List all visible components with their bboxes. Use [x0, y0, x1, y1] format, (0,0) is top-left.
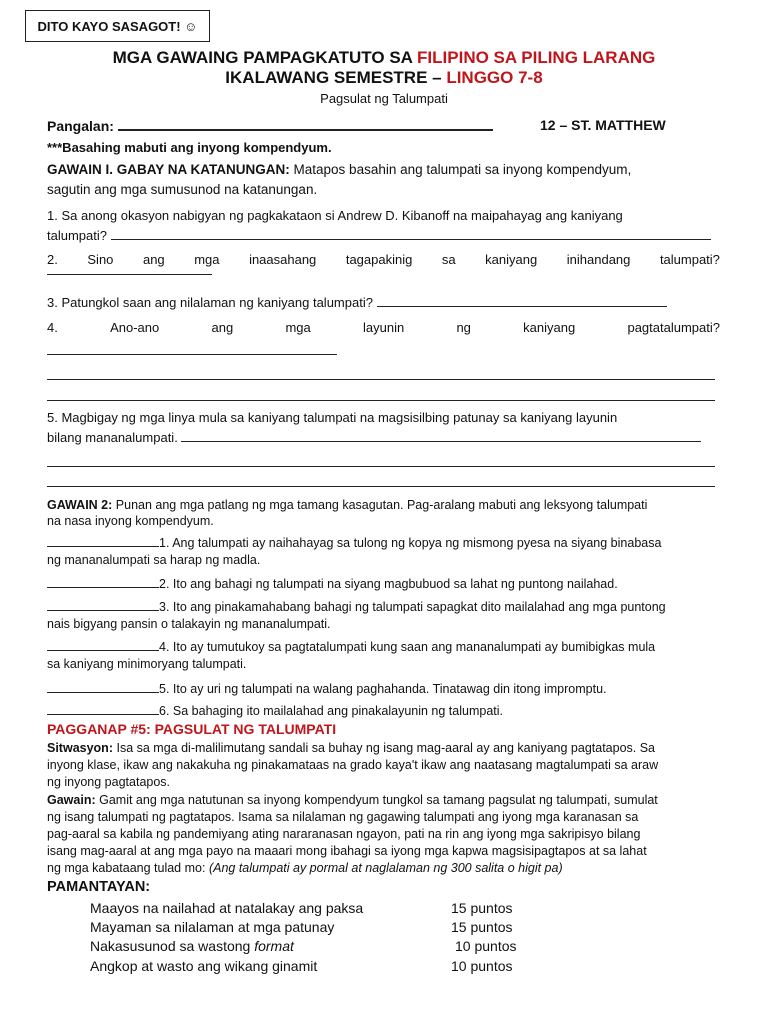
answer-blank[interactable] — [47, 486, 715, 487]
question-word: layunin — [363, 320, 405, 335]
question-word: 2. — [47, 252, 58, 267]
fill-item-1 — [47, 534, 722, 568]
instruction: ***Basahing mabuti ang inyong kompendyum. — [47, 140, 332, 155]
question-3-text: 3. Patungkol saan ang nilalaman ng kaniyang talumpati? — [47, 295, 373, 310]
criterion-1: Maayos na nailahad at natalakay ang paksa — [90, 900, 364, 916]
sitwasyon-3: ng inyong pagtatapos. — [47, 775, 171, 789]
gawain1-intro — [47, 160, 720, 179]
criterion-4-points: 10 puntos — [451, 958, 513, 974]
criterion-3 — [90, 938, 294, 954]
gawain-task-1 — [47, 792, 722, 809]
fill-item-text: 4. Ito ay tumutukoy sa pagtatalumpati kung saan ang mananalumpati ay bumibigkas mula — [159, 640, 656, 654]
question-word: tagapakinig — [345, 252, 413, 267]
gawain-task-5 — [47, 860, 722, 877]
answer-blank[interactable] — [111, 227, 711, 240]
answer-blank[interactable] — [47, 466, 715, 467]
gawain-task-label: Gawain: — [47, 793, 96, 807]
sitwasyon-1 — [47, 740, 722, 757]
question-word: kaniyang — [485, 252, 538, 267]
question-1a: 1. Sa anong okasyon nabigyan ng pagkakataon si Andrew D. Kibanoff na maipahayag ang kaniyang — [47, 208, 623, 223]
question-5a: 5. Magbigay ng mga linya mula sa kaniyang talumpati na magsisilbing patunay sa kaniyang layunin — [47, 410, 618, 425]
question-word: talumpati? — [659, 252, 720, 267]
fill-item-3 — [47, 598, 722, 632]
question-word: pagtatalumpati? — [627, 320, 720, 335]
question-4 — [47, 318, 720, 337]
gawain2-intro-a: Punan ang mga patlang ng mga tamang kasagutan. Pag-aralang mabuti ang leksyong talumpati — [115, 498, 648, 512]
gawain-task-italic: (Ang talumpati ay pormal at naglalaman ng 300 salita o higit pa) — [208, 861, 563, 875]
question-word: mga — [194, 252, 220, 267]
gawain-task-text-5: ng mga kabataang tulad mo: — [47, 861, 206, 875]
fill-blank[interactable] — [47, 534, 159, 547]
section-label: 12 – ST. MATTHEW — [540, 117, 666, 133]
fill-item-6 — [47, 702, 722, 720]
gawain1-heading: GAWAIN I. GABAY NA KATANUNGAN: — [47, 162, 290, 177]
fill-item-text: 3. Ito ang pinakamahabang bahagi ng talumpati sapagkat dito mailalahad ang mga puntong — [159, 600, 666, 614]
gawain2-intro-b: na nasa inyong kompendyum. — [47, 514, 214, 528]
pamantayan-heading: PAMANTAYAN: — [47, 879, 151, 895]
criterion-1-points: 15 puntos — [451, 900, 513, 916]
question-word: ang — [211, 320, 234, 335]
fill-blank[interactable] — [47, 598, 159, 611]
sitwasyon-text-1: Isa sa mga di-malilimutang sandali sa buhay ng isang mag-aaral ay ang kaniyang pagtatapos. Sa — [116, 741, 656, 755]
answer-blank[interactable] — [181, 429, 701, 442]
title-line2-red: LINGGO 7-8 — [446, 68, 543, 87]
gawain-task-3: pag-aaral sa kabila ng pandemiyang ating nararanasan ngayon, pati na rin ang iyong mga sakripisyo bilang — [47, 827, 641, 841]
answer-blank[interactable] — [47, 400, 715, 401]
question-5b — [47, 428, 720, 447]
sitwasyon-2: inyong klase, ikaw ang nakakuha ng pinakamataas na grado kaya't ikaw ang naatasang magtalumpati sa araw — [47, 758, 659, 772]
answer-blank[interactable] — [377, 294, 667, 307]
title-line1-red: FILIPINO SA PILING LARANG — [417, 48, 656, 67]
fill-blank[interactable] — [47, 702, 159, 715]
gawain1-intro-b: sagutin ang mga sumusunod na katanungan. — [47, 182, 318, 197]
fill-item-text: 2. Ito ang bahagi ng talumpati na siyang magbubuod sa lahat ng puntong nailahad. — [159, 577, 618, 591]
fill-blank[interactable] — [47, 638, 159, 651]
question-word: inaasahang — [249, 252, 317, 267]
gawain-task-2: ng isang talumpati ng pagtatapos. Isama sa nilalaman ng gagawing talumpati ang iyong mga karanasan sa — [47, 810, 639, 824]
question-1b-text: talumpati? — [47, 228, 107, 243]
answer-blank[interactable] — [47, 354, 337, 355]
document-title — [0, 48, 768, 68]
question-word: kaniyang — [523, 320, 576, 335]
gawain-task-text-1: Gamit ang mga natutunan sa inyong kompendyum tungkol sa tamang pagsulat ng talumpati, sumulat — [99, 793, 658, 807]
fill-item-text-cont: ng mananalumpati sa harap ng madla. — [47, 552, 261, 567]
fill-item-2 — [47, 575, 722, 593]
question-3 — [47, 293, 720, 312]
criterion-2-points: 15 puntos — [451, 919, 513, 935]
question-word: ang — [142, 252, 165, 267]
sitwasyon-label: Sitwasyon: — [47, 741, 113, 755]
criterion-3-text: Nakasusunod sa wastong — [90, 938, 255, 954]
question-1b — [47, 226, 720, 245]
question-word: Ano-ano — [110, 320, 160, 335]
question-word: 4. — [47, 320, 58, 335]
fill-item-4 — [47, 638, 722, 672]
criterion-3-points: 10 puntos — [455, 938, 517, 954]
fill-item-text-cont: nais bigyang pansin o talakayin ng mananalumpati. — [47, 616, 331, 631]
fill-item-text: 5. Ito ay uri ng talumpati na walang paghahanda. Tinatawag din itong impromptu. — [159, 682, 607, 696]
answer-here-box: DITO KAYO SASAGOT! ☺ — [25, 10, 210, 42]
question-word: Sino — [87, 252, 114, 267]
fill-item-text: 1. Ang talumpati ay naihahayag sa tulong ng kopya ng mismong pyesa na siyang binabasa — [159, 536, 662, 550]
question-word: sa — [441, 252, 456, 267]
pagganap-heading: PAGGANAP #5: PAGSULAT NG TALUMPATI — [47, 721, 337, 737]
question-word: mga — [285, 320, 311, 335]
question-5b-text: bilang mananalumpati. — [47, 430, 178, 445]
fill-blank[interactable] — [47, 575, 159, 588]
gawain2-heading: GAWAIN 2: — [47, 498, 113, 512]
subtitle: Pagsulat ng Talumpati — [320, 91, 448, 106]
document-title-2 — [0, 68, 768, 88]
name-blank[interactable] — [118, 117, 493, 131]
criterion-2: Mayaman sa nilalaman at mga patunay — [90, 919, 335, 935]
fill-item-text-cont: sa kaniyang minimoryang talumpati. — [47, 656, 247, 671]
gawain2-intro — [47, 497, 722, 514]
title-line2-black: IKALAWANG SEMESTRE – — [225, 68, 447, 87]
fill-blank[interactable] — [47, 680, 159, 693]
criterion-3-italic: format — [254, 938, 294, 954]
gawain1-intro-a: Matapos basahin ang talumpati sa inyong kompendyum, — [293, 162, 632, 177]
answer-blank[interactable] — [47, 274, 212, 275]
answer-blank[interactable] — [47, 379, 715, 380]
question-2 — [47, 250, 720, 269]
question-word: inihandang — [566, 252, 631, 267]
gawain-task-4: isang mag-aaral at ang mga payo na maaari mong ibahagi sa iyong mga kapwa magsisipagtapos at sa lahat — [47, 844, 647, 858]
criterion-4: Angkop at wasto ang wikang ginamit — [90, 958, 318, 974]
title-line1-black: MGA GAWAING PAMPAGKATUTO SA — [112, 48, 418, 67]
question-word: ng — [456, 320, 471, 335]
fill-item-5 — [47, 680, 722, 698]
name-label: Pangalan: — [47, 118, 114, 134]
fill-item-text: 6. Sa bahaging ito mailalahad ang pinakalayunin ng talumpati. — [159, 704, 503, 718]
